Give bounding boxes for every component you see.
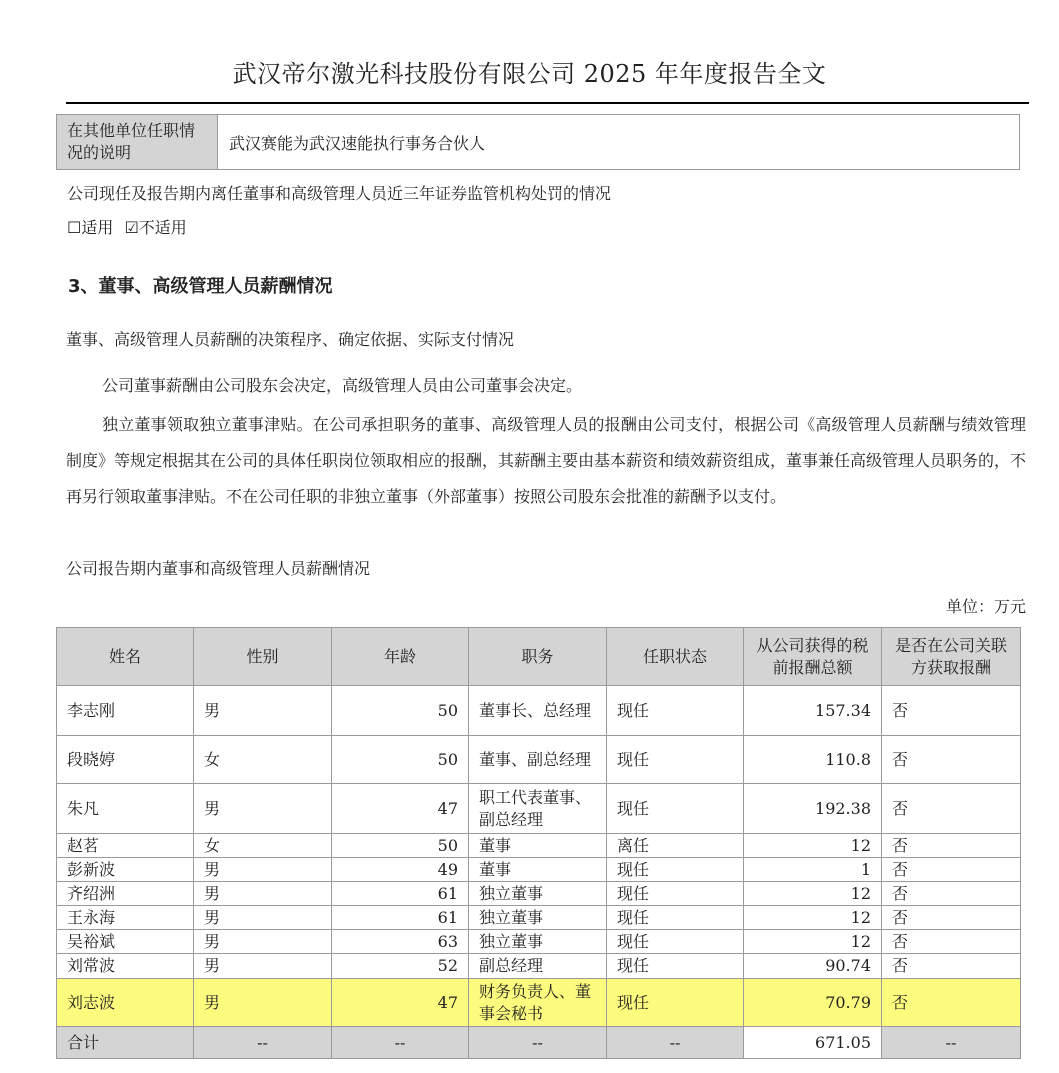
cell-pay: 90.74 (744, 954, 882, 979)
table-row (57, 858, 1021, 882)
cell-pay: 12 (744, 882, 882, 906)
unit-label: 单位：万元 (945, 597, 1026, 616)
cell-gender: 男 (194, 979, 332, 1027)
header-status: 任职状态 (607, 628, 744, 686)
cell-status: 现任 (607, 906, 744, 930)
cell-age: 50 (332, 736, 469, 784)
cell-pay: 157.34 (744, 686, 882, 736)
cell-related: 否 (882, 858, 1021, 882)
cell-position: 独立董事 (469, 906, 607, 930)
cell-position: 董事、副总经理 (469, 736, 607, 784)
cell-related: 否 (882, 906, 1021, 930)
cell-pay: 110.8 (744, 736, 882, 784)
cell-position: 独立董事 (469, 882, 607, 906)
cell-pay: 70.79 (744, 979, 882, 1027)
cell-age: 61 (332, 882, 469, 906)
cell-gender: 男 (194, 954, 332, 979)
report-title: 武汉帝尔激光科技股份有限公司 2025 年年度报告全文 (232, 60, 827, 88)
total-gender: -- (194, 1027, 332, 1059)
table-row (57, 930, 1021, 954)
header-pay: 从公司获得的税前报酬总额 (744, 628, 882, 686)
cell-name: 李志刚 (57, 686, 194, 736)
option-not-applicable: ☑不适用 (124, 218, 187, 237)
total-label: 合计 (57, 1027, 194, 1059)
cell-gender: 男 (194, 930, 332, 954)
section-heading: 3、董事、高级管理人员薪酬情况 (68, 276, 333, 297)
cell-name: 赵茗 (57, 834, 194, 858)
header-position: 职务 (469, 628, 607, 686)
cell-gender: 女 (194, 834, 332, 858)
cell-position: 财务负责人、董事会秘书 (469, 979, 607, 1027)
header-divider (66, 102, 1029, 104)
cell-related: 否 (882, 784, 1021, 834)
pay-decision-paragraph: 公司董事薪酬由公司股东会决定，高级管理人员由公司董事会决定。 (102, 376, 583, 395)
compensation-table (56, 627, 1021, 1059)
table-row (57, 954, 1021, 979)
cell-name: 段晓婷 (57, 736, 194, 784)
total-position: -- (469, 1027, 607, 1059)
cell-age: 63 (332, 930, 469, 954)
cell-status: 现任 (607, 736, 744, 784)
cell-position: 职工代表董事、副总经理 (469, 784, 607, 834)
cell-pay: 192.38 (744, 784, 882, 834)
cell-name: 齐绍洲 (57, 882, 194, 906)
cell-status: 现任 (607, 784, 744, 834)
cell-related: 否 (882, 930, 1021, 954)
table-caption: 公司报告期内董事和高级管理人员薪酬情况 (66, 559, 371, 578)
cell-age: 49 (332, 858, 469, 882)
total-status: -- (607, 1027, 744, 1059)
section-subheading: 董事、高级管理人员薪酬的决策程序、确定依据、实际支付情况 (66, 330, 515, 349)
cell-name: 刘志波 (57, 979, 194, 1027)
cell-age: 47 (332, 784, 469, 834)
header-related: 是否在公司关联方获取报酬 (882, 628, 1021, 686)
cell-age: 50 (332, 686, 469, 736)
cell-related: 否 (882, 834, 1021, 858)
table-row (57, 686, 1021, 736)
cell-pay: 1 (744, 858, 882, 882)
cell-position: 独立董事 (469, 930, 607, 954)
cell-status: 现任 (607, 979, 744, 1027)
cell-name: 朱凡 (57, 784, 194, 834)
table-total-row (57, 1027, 1021, 1059)
cell-gender: 男 (194, 686, 332, 736)
cell-gender: 男 (194, 858, 332, 882)
cell-gender: 男 (194, 882, 332, 906)
cell-gender: 男 (194, 906, 332, 930)
cell-name: 王永海 (57, 906, 194, 930)
table-header-row (57, 628, 1021, 686)
cell-status: 现任 (607, 954, 744, 979)
penalty-statement: 公司现任及报告期内离任董事和高级管理人员近三年证券监管机构处罚的情况 (67, 184, 612, 203)
table-row (57, 906, 1021, 930)
other-posts-value: 武汉赛能为武汉速能执行事务合伙人 (229, 133, 486, 153)
total-related: -- (882, 1027, 1021, 1059)
total-pay: 671.05 (744, 1027, 882, 1059)
cell-age: 47 (332, 979, 469, 1027)
cell-status: 离任 (607, 834, 744, 858)
cell-related: 否 (882, 736, 1021, 784)
total-age: -- (332, 1027, 469, 1059)
cell-related: 否 (882, 979, 1021, 1027)
cell-gender: 男 (194, 784, 332, 834)
cell-pay: 12 (744, 930, 882, 954)
cell-related: 否 (882, 882, 1021, 906)
cell-age: 61 (332, 906, 469, 930)
cell-status: 现任 (607, 858, 744, 882)
cell-position: 副总经理 (469, 954, 607, 979)
cell-pay: 12 (744, 906, 882, 930)
cell-gender: 女 (194, 736, 332, 784)
cell-status: 现任 (607, 882, 744, 906)
other-posts-label: 在其他单位任职情况的说明 (57, 115, 218, 169)
option-applicable: ☐适用 (67, 218, 114, 237)
cell-age: 50 (332, 834, 469, 858)
cell-name: 刘常波 (57, 954, 194, 979)
table-row (57, 736, 1021, 784)
table-row-highlighted (57, 979, 1021, 1027)
other-posts-table (56, 114, 1020, 170)
cell-status: 现任 (607, 930, 744, 954)
table-row (57, 882, 1021, 906)
cell-name: 彭新波 (57, 858, 194, 882)
cell-name: 吴裕斌 (57, 930, 194, 954)
pay-basis-paragraph: 独立董事领取独立董事津贴。在公司承担职务的董事、高级管理人员的报酬由公司支付，根据公司《高级管理人员薪酬与绩效管理制度》等规定根据其在公司的具体任职岗位领取相应的报酬，其薪酬主要由基本薪资和绩效薪资组成，董事兼任高级管理人员职务的，不再另行领取董事津贴。不在公司任职的非独立董事（外部董事）按照公司股东会批准的薪酬予以支付。 (66, 415, 1027, 506)
cell-position: 董事 (469, 834, 607, 858)
cell-related: 否 (882, 954, 1021, 979)
cell-status: 现任 (607, 686, 744, 736)
table-row (57, 784, 1021, 834)
cell-pay: 12 (744, 834, 882, 858)
cell-position: 董事 (469, 858, 607, 882)
cell-position: 董事长、总经理 (469, 686, 607, 736)
header-name: 姓名 (57, 628, 194, 686)
header-age: 年龄 (332, 628, 469, 686)
table-row (57, 834, 1021, 858)
cell-age: 52 (332, 954, 469, 979)
cell-related: 否 (882, 686, 1021, 736)
applicability-options (67, 218, 187, 238)
header-gender: 性别 (194, 628, 332, 686)
